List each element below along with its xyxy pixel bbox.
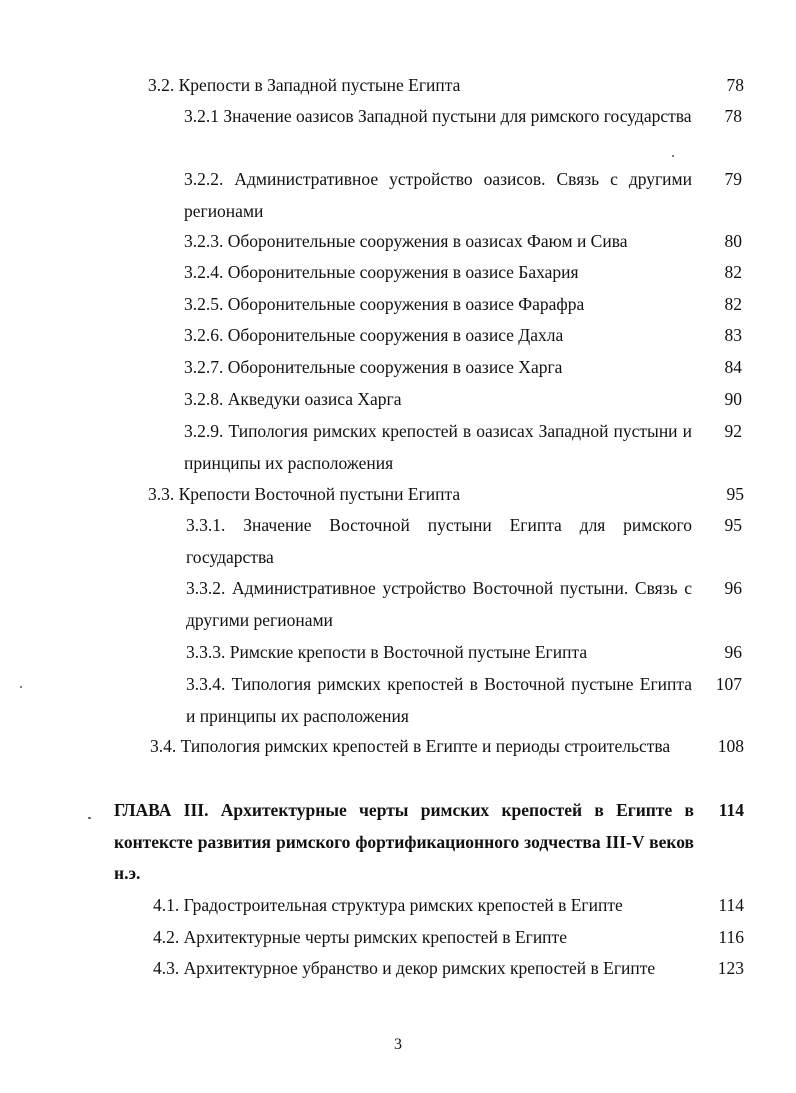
toc-entry-page: 123: [717, 958, 744, 978]
toc-entry-page: 83: [724, 325, 742, 345]
toc-entry-page: 78: [724, 106, 742, 126]
page-number: 3: [394, 1036, 402, 1053]
toc-entry-3-2-6: [184, 320, 742, 352]
toc-entry-3-3: [148, 479, 744, 511]
toc-entry-title: 3.3.2. Административное устройство Восточной пустыни. Связь с другими регионами: [186, 578, 692, 630]
toc-entry-page: 82: [724, 294, 742, 314]
toc-entry-page: 108: [717, 736, 744, 756]
toc-entry-title: 4.1. Градостроительная структура римских крепостей в Египте: [153, 895, 623, 915]
toc-entry-title: ГЛАВА III. Архитектурные черты римских крепостей в Египте в контексте развития римского фортификационного зодчества III-V веков н.э.: [114, 800, 694, 883]
toc-chapter-3: [114, 795, 744, 890]
toc-entry-page: 92: [724, 421, 742, 441]
toc-entry-3-3-1: [186, 510, 742, 573]
toc-entry-title: 3.2.9. Типология римских крепостей в оазисах Западной пустыни и принципы их расположения: [184, 421, 692, 473]
toc-entry-3-3-2: [186, 573, 742, 636]
toc-entry-title: 3.2.2. Административное устройство оазисов. Связь с другими регионами: [184, 169, 692, 221]
toc-entry-page: 116: [718, 927, 744, 947]
toc-entry-page: 95: [724, 515, 742, 535]
toc-entry-4-2: [153, 922, 744, 954]
toc-entry-3-2-8: [184, 384, 742, 416]
toc-entry-title: 4.2. Архитектурные черты римских крепостей в Египте: [153, 927, 567, 947]
scan-speck: [88, 817, 91, 819]
toc-entry-page: 79: [724, 169, 742, 189]
toc-entry-page: 78: [726, 75, 744, 95]
toc-entry-page: 82: [724, 262, 742, 282]
toc-entry-title: 3.2.6. Оборонительные сооружения в оазисе Дахла: [184, 325, 564, 345]
toc-entry-page: 114: [718, 895, 744, 915]
toc-entry-3-2-2: [184, 164, 742, 227]
toc-entry-title: 3.4. Типология римских крепостей в Египте и периоды строительства: [150, 736, 671, 756]
toc-entry-title: 3.2.5. Оборонительные сооружения в оазисе Фарафра: [184, 294, 585, 314]
toc-entry-title: 3.2.7. Оборонительные сооружения в оазисе Харга: [184, 357, 563, 377]
toc-entry-3-3-3: [186, 637, 742, 669]
toc-entry-page: 96: [724, 642, 742, 662]
toc-entry-page: 107: [715, 674, 742, 694]
toc-entry-3-2-1: [184, 101, 742, 133]
toc-entry-3-2-5: [184, 289, 742, 321]
toc-entry-page: 90: [724, 389, 742, 409]
toc-entry-page: 84: [724, 357, 742, 377]
toc-entry-3-2-4: [184, 257, 742, 289]
toc-entry-page: 96: [724, 578, 742, 598]
scan-speck: [672, 155, 674, 157]
toc-entry-4-1: [153, 890, 744, 922]
toc-entry-title: 3.3.3. Римские крепости в Восточной пустыне Египта: [186, 642, 588, 662]
toc-entry-title: 3.2. Крепости в Западной пустыне Египта: [148, 75, 461, 95]
toc-entry-3-4: [150, 731, 744, 763]
toc-entry-title: 4.3. Архитектурное убранство и декор римских крепостей в Египте: [153, 958, 656, 978]
toc-entry-title: 3.2.3. Оборонительные сооружения в оазисах Фаюм и Сива: [184, 231, 628, 251]
toc-entry-title: 3.3.4. Типология римских крепостей в Восточной пустыне Египта и принципы их расположения: [186, 674, 692, 726]
toc-entry-title: 3.3.1. Значение Восточной пустыни Египта для римского государства: [186, 515, 692, 567]
toc-entry-title: 3.2.1 Значение оазисов Западной пустыни для римского государства: [184, 106, 692, 126]
toc-entry-title: 3.2.8. Акведуки оазиса Харга: [184, 389, 402, 409]
toc-entry-3-2-9: [184, 416, 742, 479]
toc-entry-page: 80: [724, 231, 742, 251]
toc-entry-title: 3.2.4. Оборонительные сооружения в оазисе Бахария: [184, 262, 579, 282]
toc-entry-3-2-7: [184, 352, 742, 384]
toc-entry-3-2-3: [184, 226, 742, 258]
toc-entry-page: 95: [726, 484, 744, 504]
toc-entry-3-3-4: [186, 669, 742, 732]
scan-speck: [20, 686, 22, 688]
toc-entry-4-3: [153, 953, 744, 985]
toc-entry-page: 114: [718, 800, 744, 820]
toc-entry-title: 3.3. Крепости Восточной пустыни Египта: [148, 484, 461, 504]
toc-entry-3-2: [148, 70, 744, 102]
